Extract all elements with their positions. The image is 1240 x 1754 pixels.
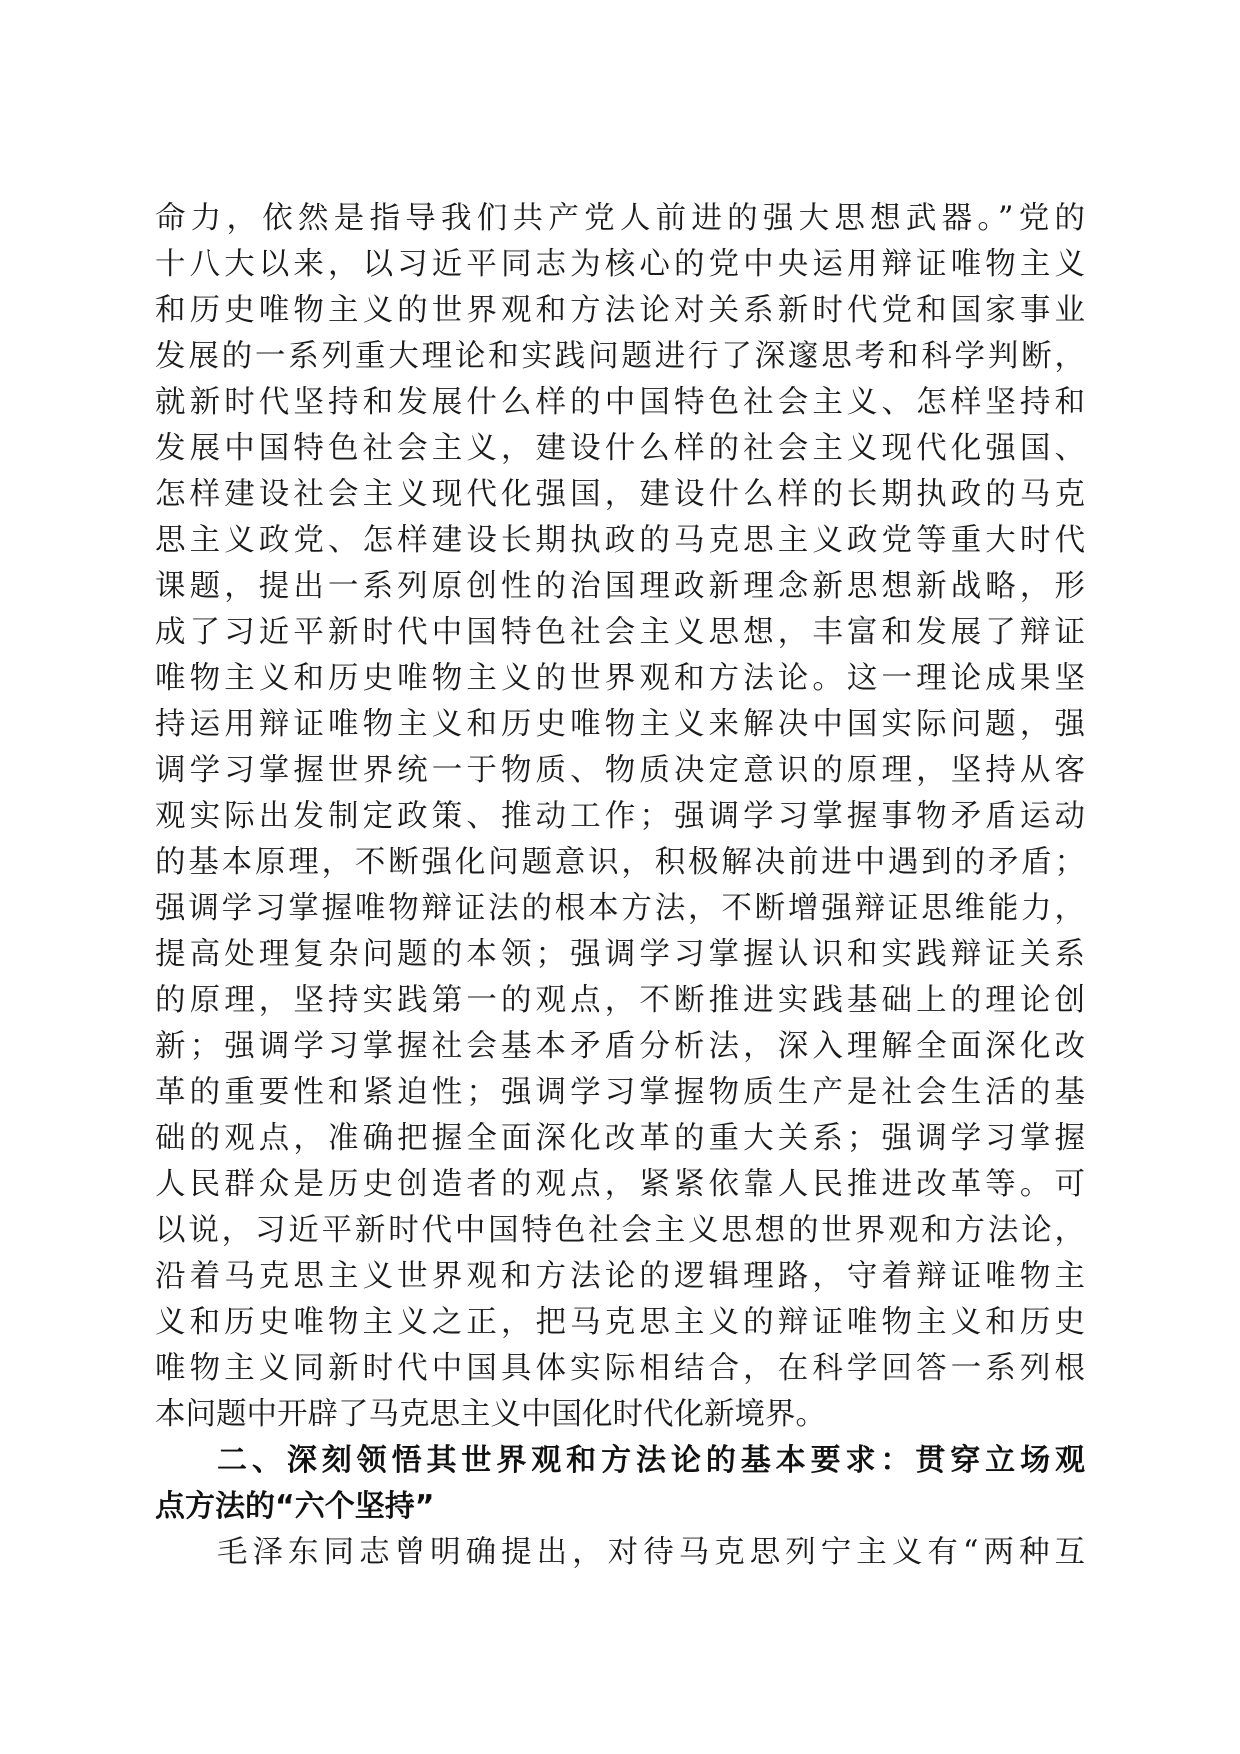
text-line: 唯物主义和历史唯物主义的世界观和方法论。这一理论成果坚 [155, 661, 1085, 696]
text-line: 毛泽东同志曾明确提出，对待马克思列宁主义有“两种互 [217, 1535, 1085, 1570]
text-line: 和历史唯物主义的世界观和方法论对关系新时代党和国家事业 [155, 293, 1085, 328]
text-line: 发展中国特色社会主义，建设什么样的社会主义现代化强国、 [155, 431, 1085, 466]
text-line: 成了习近平新时代中国特色社会主义思想，丰富和发展了辩证 [155, 615, 1085, 650]
text-line: 新；强调学习掌握社会基本矛盾分析法，深入理解全面深化改 [155, 1029, 1085, 1064]
text-line: 思主义政党、怎样建设长期执政的马克思主义政党等重大时代 [155, 523, 1085, 558]
text-line: 沿着马克思主义世界观和方法论的逻辑理路，守着辩证唯物主 [155, 1259, 1085, 1294]
text-line: 人民群众是历史创造者的观点，紧紧依靠人民推进改革等。可 [155, 1167, 1085, 1202]
text-line: 唯物主义同新时代中国具体实际相结合，在科学回答一系列根 [155, 1351, 1085, 1386]
text-line: 发展的一系列重大理论和实践问题进行了深邃思考和科学判断， [155, 339, 1085, 374]
heading-line: 点方法的“六个坚持” [155, 1489, 435, 1524]
text-line: 的基本原理，不断强化问题意识，积极解决前进中遇到的矛盾； [155, 845, 1085, 880]
section-heading [155, 1438, 1085, 1530]
text-line: 义和历史唯物主义之正，把马克思主义的辩证唯物主义和历史 [155, 1305, 1085, 1340]
text-line: 强调学习掌握唯物辩证法的根本方法，不断增强辩证思维能力， [155, 891, 1085, 926]
text-line: 十八大以来，以习近平同志为核心的党中央运用辩证唯物主义 [155, 247, 1085, 282]
text-line: 以说，习近平新时代中国特色社会主义思想的世界观和方法论， [155, 1213, 1085, 1248]
text-line: 命力，依然是指导我们共产党人前进的强大思想武器。”党的 [155, 201, 1085, 236]
text-line: 础的观点，准确把握全面深化改革的重大关系；强调学习掌握 [155, 1121, 1085, 1156]
text-line: 提高处理复杂问题的本领；强调学习掌握认识和实践辩证关系 [155, 937, 1085, 972]
document-body [155, 196, 1085, 1576]
text-line: 持运用辩证唯物主义和历史唯物主义来解决中国实际问题，强 [155, 707, 1085, 742]
text-line: 革的重要性和紧迫性；强调学习掌握物质生产是社会生活的基 [155, 1075, 1085, 1110]
paragraph-continued [155, 196, 1085, 1438]
paragraph [155, 1530, 1085, 1576]
heading-line: 二、深刻领悟其世界观和方法论的基本要求：贯穿立场观 [217, 1443, 1085, 1478]
text-line: 就新时代坚持和发展什么样的中国特色社会主义、怎样坚持和 [155, 385, 1085, 420]
text-line: 本问题中开辟了马克思主义中国化时代化新境界。 [155, 1397, 826, 1432]
text-line: 观实际出发制定政策、推动工作；强调学习掌握事物矛盾运动 [155, 799, 1085, 834]
text-line: 课题，提出一系列原创性的治国理政新理念新思想新战略，形 [155, 569, 1085, 604]
text-line: 调学习掌握世界统一于物质、物质决定意识的原理，坚持从客 [155, 753, 1085, 788]
text-line: 的原理，坚持实践第一的观点，不断推进实践基础上的理论创 [155, 983, 1085, 1018]
text-line: 怎样建设社会主义现代化强国，建设什么样的长期执政的马克 [155, 477, 1085, 512]
